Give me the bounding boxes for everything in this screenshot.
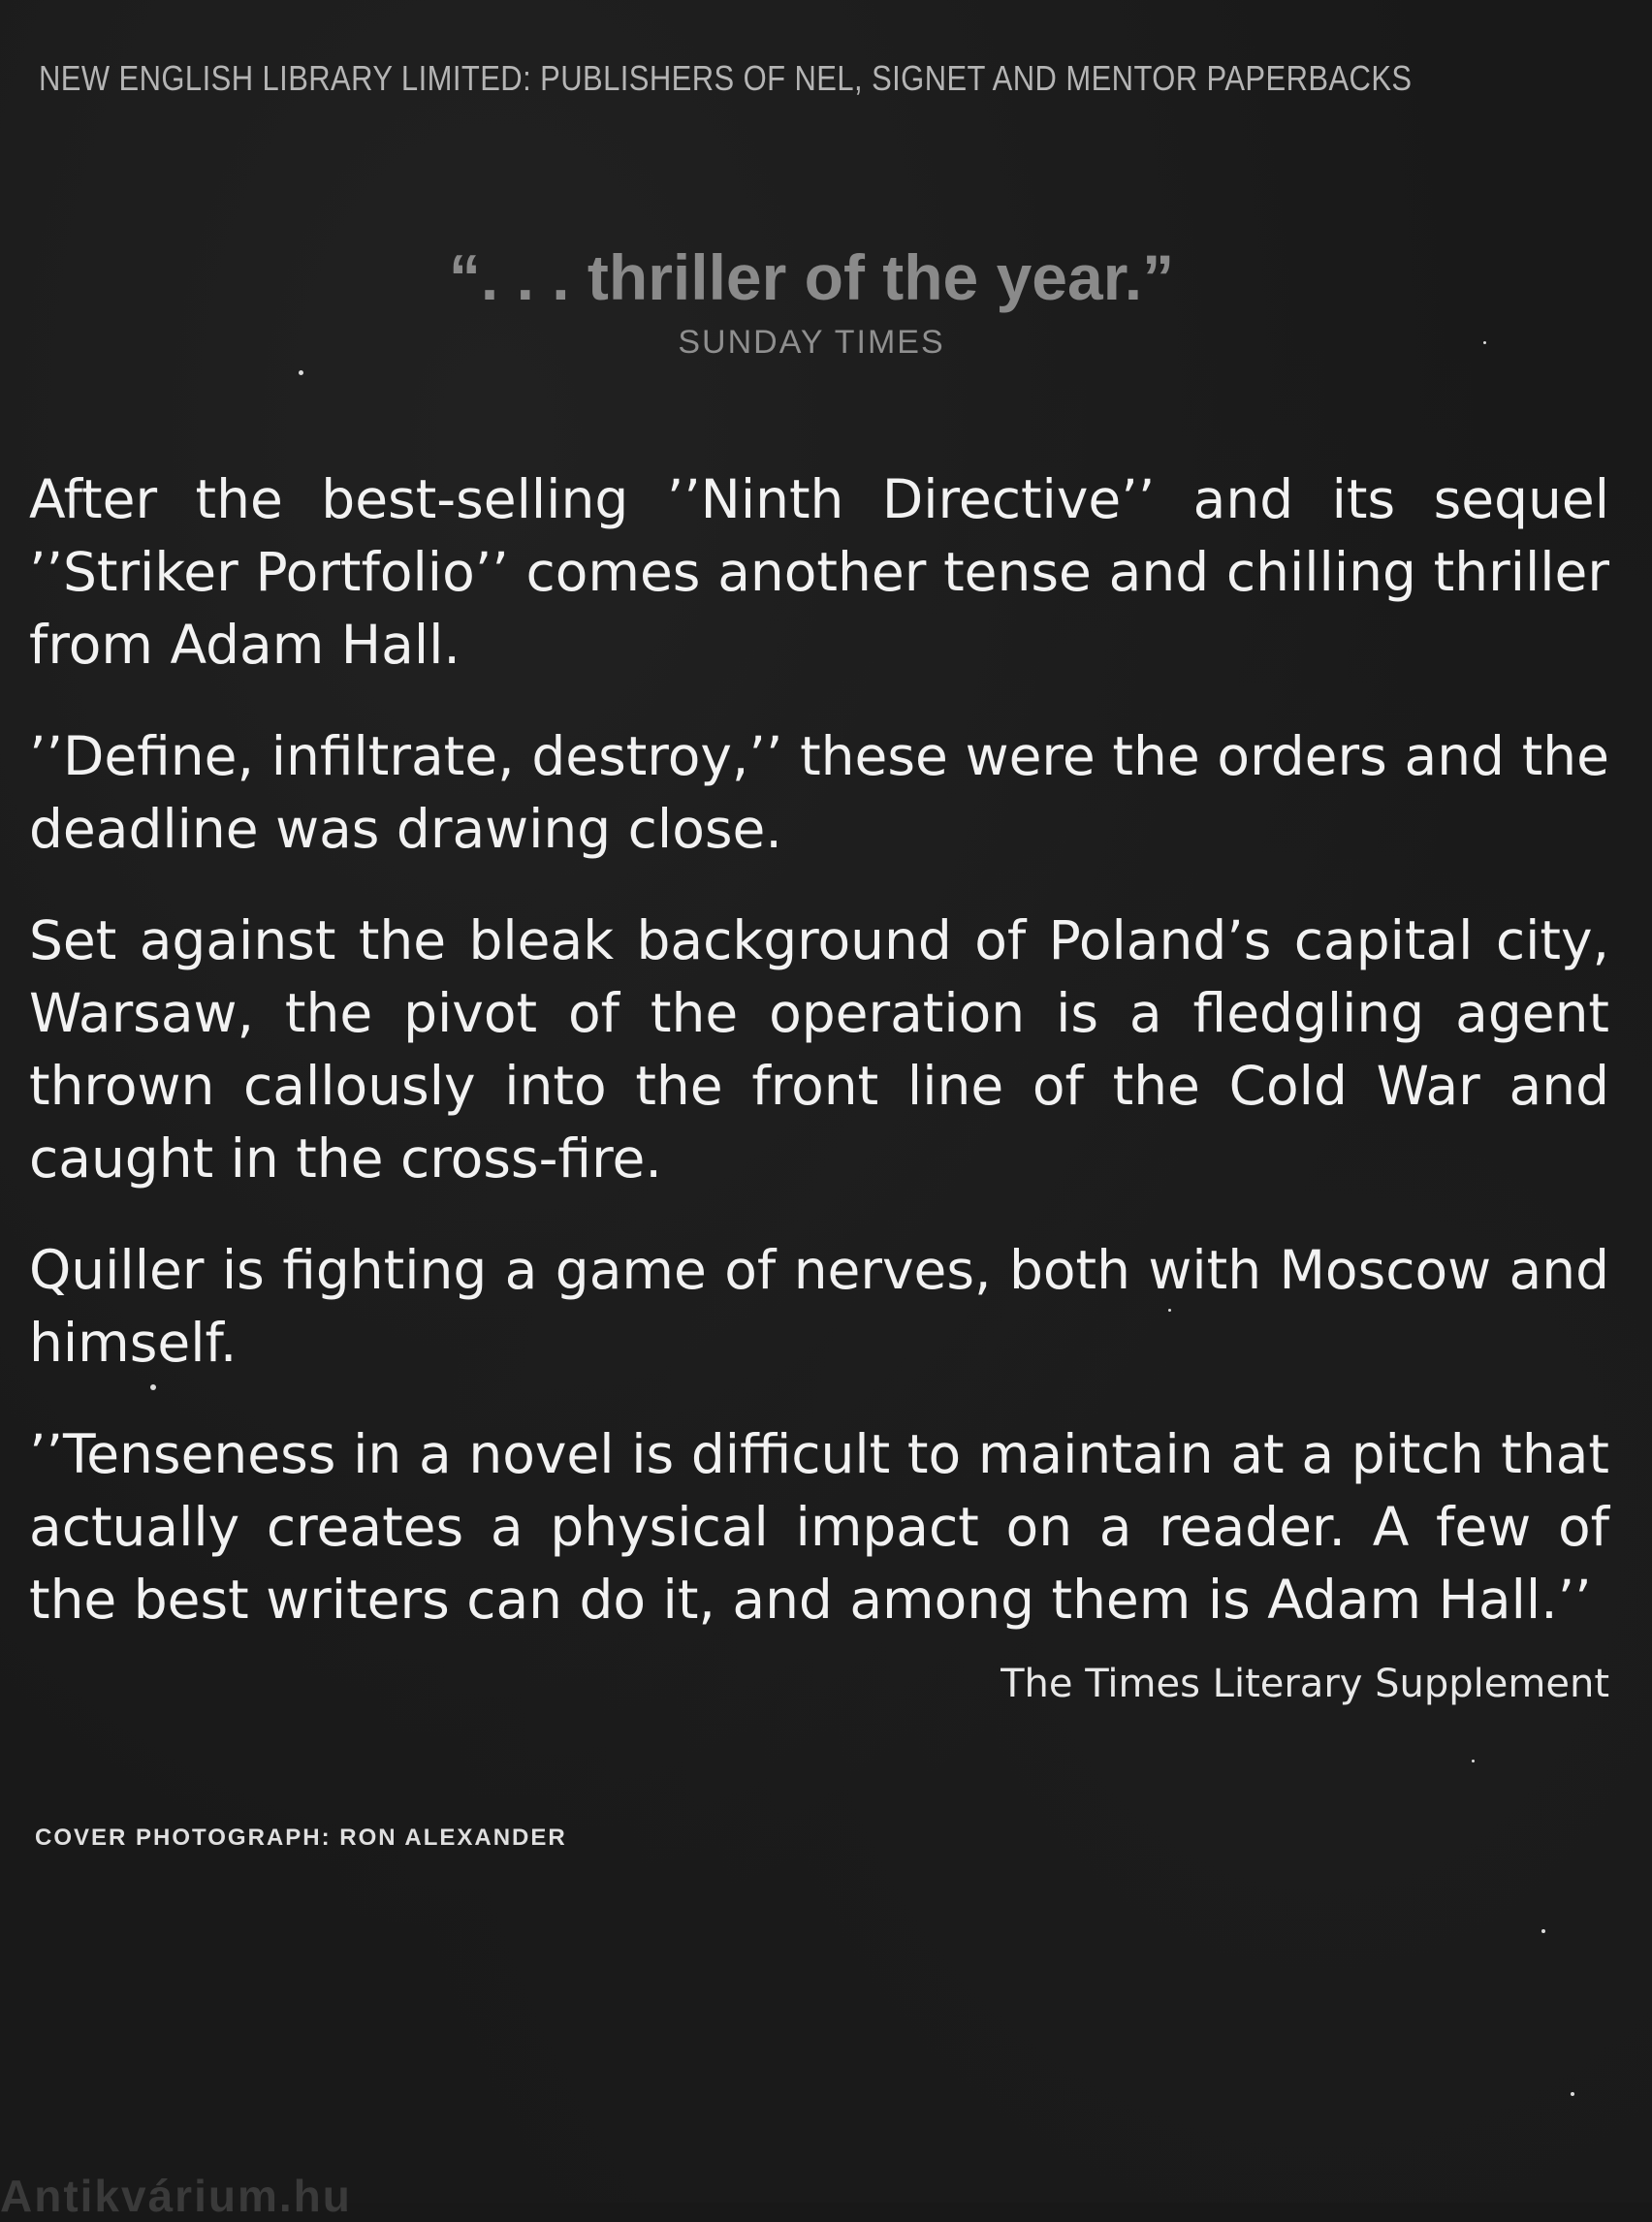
headline-quote: “. . . thriller of the year.”	[448, 241, 1175, 313]
dust-speck	[299, 370, 303, 375]
dust-speck	[150, 1384, 156, 1390]
blurb-review-paragraph	[29, 1418, 1609, 1706]
blurb-paragraph: ’’Define, infiltrate, destroy,’’ these were the orders and the deadline was drawing close.	[29, 725, 1609, 860]
blurb-paragraph: After the best-selling ’’Ninth Directive’’ and its sequel ’’Striker Portfolio’’ comes another tense and chilling thriller from Adam Hall.	[29, 468, 1609, 676]
review-source: The Times Literary Supplement	[1001, 1662, 1609, 1706]
watermark: Antikvárium.hu	[0, 2171, 352, 2221]
dust-speck	[1571, 2092, 1574, 2096]
blurb	[29, 463, 1609, 1721]
cover-photo-credit: COVER PHOTOGRAPH: RON ALEXANDER	[35, 1825, 567, 1851]
blurb-paragraph: Quiller is fighting a game of nerves, both with Moscow and himself.	[29, 1239, 1609, 1374]
headline-quote-source: SUNDAY TIMES	[678, 324, 945, 361]
blurb-paragraph: Set against the bleak background of Poland’s capital city, Warsaw, the pivot of the operation is a fledgling agent thrown callously into the front line of the Cold War and caught in the cross-fire.	[29, 909, 1609, 1190]
headline-quote-block	[0, 240, 1652, 362]
dust-speck	[1483, 341, 1486, 344]
publisher-line: NEW ENGLISH LIBRARY LIMITED: PUBLISHERS OF NEL, SIGNET AND MENTOR PAPERBACKS	[39, 58, 1413, 98]
dust-speck	[1168, 1309, 1171, 1312]
dust-speck	[1541, 1929, 1545, 1933]
review-quote: ’’Tenseness in a novel is difficult to maintain at a pitch that actually creates a physical impact on a reader. A few of the best writers can do it, and among them is Adam Hall.’’	[29, 1423, 1609, 1631]
dust-speck	[1472, 1760, 1475, 1762]
